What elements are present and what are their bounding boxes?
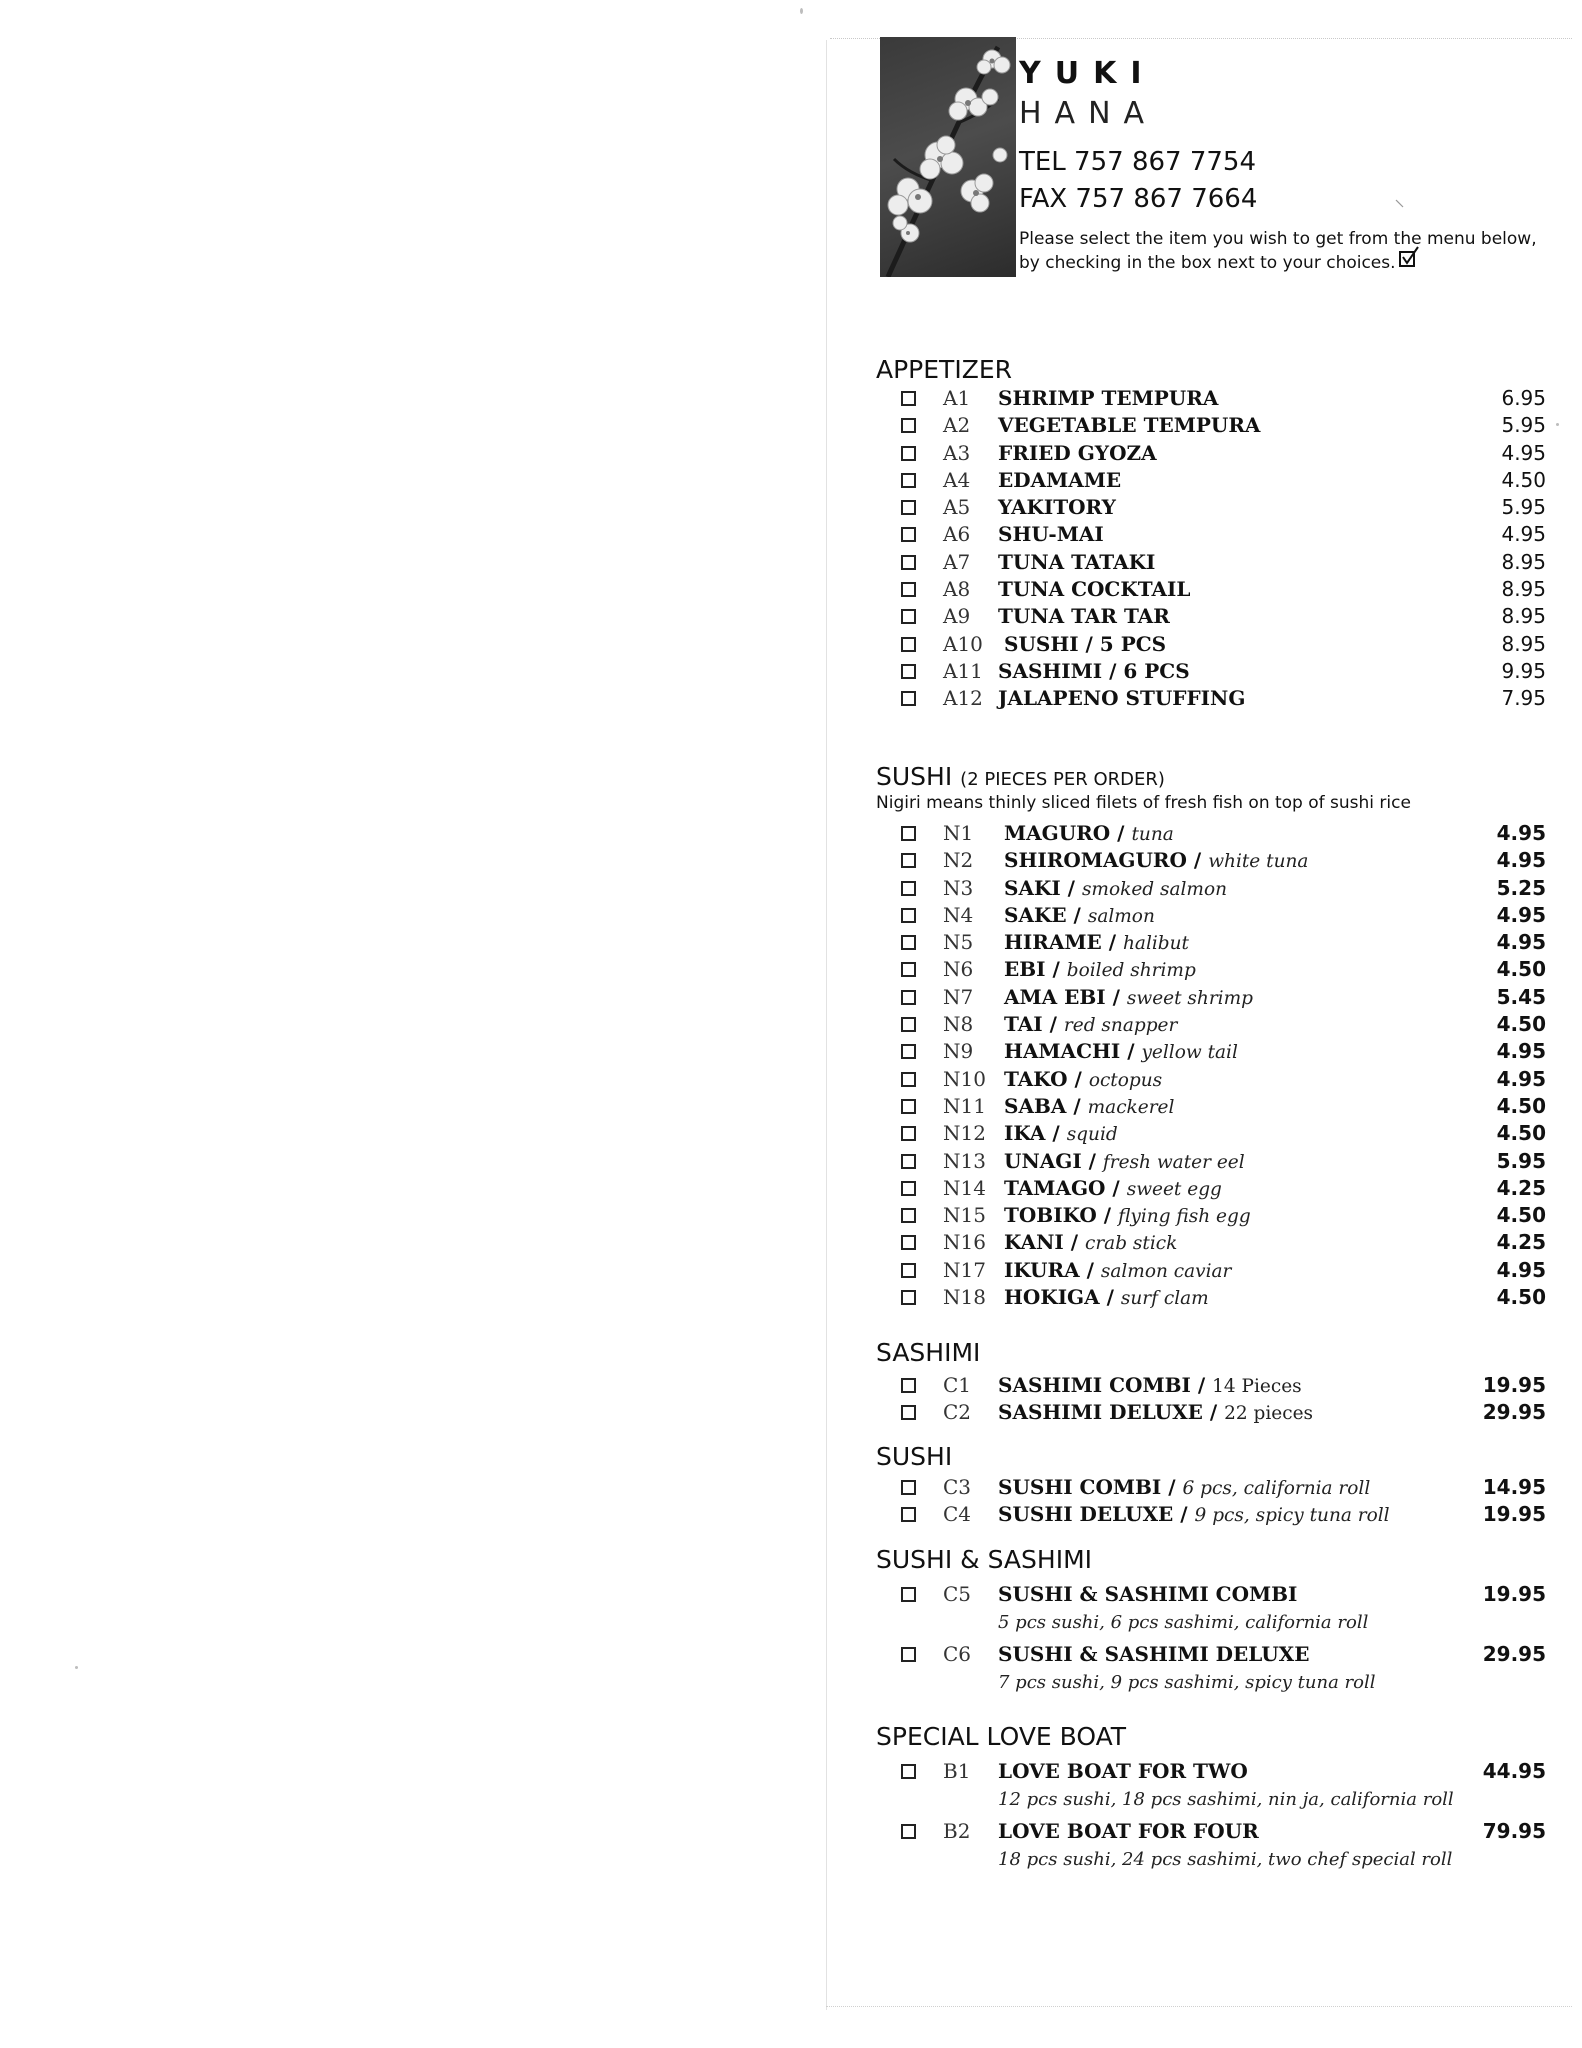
item-description: mackerel <box>1087 1096 1175 1118</box>
item-checkbox[interactable] <box>901 962 916 977</box>
item-code: C4 <box>943 1502 972 1527</box>
item-price: 29.95 <box>1482 1400 1546 1425</box>
item-price: 8.95 <box>1501 631 1546 656</box>
item-description: salmon caviar <box>1100 1260 1232 1282</box>
item-code: C3 <box>943 1475 972 1499</box>
item-name <box>1004 930 1189 954</box>
item-code: N11 <box>943 1093 986 1118</box>
item-code: A6 <box>943 522 971 547</box>
menu-item[interactable] <box>876 1373 1546 1400</box>
item-name-text: EBI / <box>1004 957 1060 982</box>
item-price: 5.25 <box>1496 875 1546 900</box>
item-name-text: HOKIGA / <box>1004 1285 1114 1310</box>
item-checkbox[interactable] <box>901 1154 916 1169</box>
item-price: 6.95 <box>1501 386 1546 410</box>
menu-item[interactable] <box>876 1642 1546 1702</box>
item-price: 4.95 <box>1496 930 1546 955</box>
menu-item[interactable] <box>876 522 1546 549</box>
item-checkbox[interactable] <box>901 527 916 542</box>
item-code: N3 <box>943 875 974 900</box>
item-checkbox[interactable] <box>901 1017 916 1032</box>
menu-item[interactable] <box>876 1285 1546 1312</box>
item-checkbox[interactable] <box>901 418 916 433</box>
item-description: sweet shrimp <box>1126 987 1253 1009</box>
item-code: N13 <box>943 1148 986 1173</box>
item-checkbox[interactable] <box>901 1044 916 1059</box>
menu-item[interactable] <box>876 550 1546 577</box>
item-checkbox[interactable] <box>901 908 916 923</box>
item-price: 4.95 <box>1496 821 1546 845</box>
item-price: 4.50 <box>1501 467 1546 492</box>
item-price: 19.95 <box>1482 1502 1546 1527</box>
menu-item[interactable] <box>876 1475 1546 1502</box>
item-description: 6 pcs, california roll <box>1182 1478 1371 1499</box>
item-description: squid <box>1066 1124 1118 1146</box>
item-code: A5 <box>943 495 971 520</box>
item-checkbox[interactable] <box>901 1507 916 1522</box>
menu-item[interactable] <box>876 1819 1546 1879</box>
item-name-text: TAI / <box>1004 1012 1057 1037</box>
item-price: 5.95 <box>1496 1148 1546 1173</box>
item-code: N8 <box>943 1012 974 1037</box>
item-price: 19.95 <box>1482 1373 1546 1397</box>
item-code: N15 <box>943 1203 986 1228</box>
love-boat-list <box>876 1759 1546 1879</box>
menu-item[interactable] <box>876 632 1546 659</box>
item-code: C5 <box>943 1582 972 1606</box>
item-code: N1 <box>943 821 974 845</box>
item-checkbox[interactable] <box>901 609 916 624</box>
nigiri-list <box>876 821 1546 1312</box>
item-checkbox[interactable] <box>901 1181 916 1196</box>
item-price: 29.95 <box>1482 1642 1546 1666</box>
item-name <box>1004 957 1196 981</box>
item-code: C2 <box>943 1400 972 1425</box>
item-name <box>998 1502 1390 1526</box>
item-price: 4.50 <box>1496 1285 1546 1310</box>
item-name-text: SABA / <box>1004 1093 1081 1118</box>
item-name <box>1004 1149 1245 1173</box>
item-name-text: TAKO / <box>1004 1066 1082 1091</box>
item-price: 7.95 <box>1501 686 1546 711</box>
item-name: VEGETABLE TEMPURA <box>998 413 1261 438</box>
item-name-text: SASHIMI COMBI / <box>998 1373 1206 1397</box>
item-checkbox[interactable] <box>901 826 916 841</box>
item-price: 5.95 <box>1501 413 1546 438</box>
item-code: N14 <box>943 1175 986 1200</box>
item-price: 9.95 <box>1501 658 1546 683</box>
item-code: A3 <box>943 440 971 465</box>
item-name <box>1004 1203 1251 1227</box>
nigiri-subtitle: Nigiri means thinly sliced filets of fresh fish on top of sushi rice <box>876 793 1411 813</box>
item-checkbox[interactable] <box>901 1480 916 1495</box>
item-name <box>1004 1121 1118 1145</box>
item-name <box>998 1373 1302 1397</box>
item-name-text: HAMACHI / <box>1004 1039 1135 1064</box>
item-name <box>1004 1094 1174 1118</box>
item-price: 4.95 <box>1496 1039 1546 1064</box>
menu-item[interactable] <box>876 1203 1546 1230</box>
item-name-text: IKA / <box>1004 1121 1060 1146</box>
item-checkbox[interactable] <box>901 990 916 1005</box>
telephone-number: TEL 757 867 7754 <box>1019 147 1257 177</box>
item-price: 19.95 <box>1482 1582 1546 1606</box>
item-description: 14 Pieces <box>1212 1376 1302 1397</box>
item-name <box>1004 1230 1177 1254</box>
menu-item[interactable] <box>876 686 1546 713</box>
item-description: fresh water eel <box>1102 1151 1245 1173</box>
restaurant-name-line1: YUKI <box>1019 56 1156 91</box>
sashimi-section <box>876 1338 1546 1428</box>
item-name: SASHIMI / 6 PCS <box>998 658 1190 683</box>
item-name-text: IKURA / <box>1004 1257 1094 1282</box>
menu-item[interactable] <box>876 1067 1546 1094</box>
item-name <box>1004 1176 1222 1200</box>
item-checkbox[interactable] <box>901 1824 916 1839</box>
item-code: N16 <box>943 1230 986 1255</box>
item-name-text: KANI / <box>1004 1230 1078 1255</box>
item-name <box>1004 985 1253 1009</box>
menu-item[interactable] <box>876 1502 1546 1529</box>
item-price: 4.50 <box>1496 1203 1546 1228</box>
love-boat-title: SPECIAL LOVE BOAT <box>876 1722 1127 1751</box>
item-name-text: SAKI / <box>1004 875 1075 900</box>
item-name <box>998 1475 1370 1499</box>
menu-item[interactable] <box>876 413 1546 440</box>
item-code: N18 <box>943 1285 986 1310</box>
item-price: 14.95 <box>1482 1475 1546 1499</box>
item-description: red snapper <box>1063 1015 1178 1037</box>
menu-item[interactable] <box>876 1094 1546 1121</box>
item-checkbox[interactable] <box>901 1647 916 1662</box>
instructions-line1: Please select the item you wish to get from the menu below, <box>1019 229 1537 249</box>
item-price: 4.50 <box>1496 957 1546 982</box>
item-name <box>1004 1285 1209 1309</box>
appetizer-list <box>876 386 1546 714</box>
item-detail: 12 pcs sushi, 18 pcs sashimi, nin ja, california roll <box>998 1789 1454 1810</box>
item-name: LOVE BOAT FOR TWO <box>998 1759 1248 1783</box>
item-checkbox[interactable] <box>901 446 916 461</box>
item-name-text: TAMAGO / <box>1004 1175 1120 1200</box>
item-name <box>1004 848 1308 872</box>
menu-item[interactable] <box>876 604 1546 631</box>
menu-item[interactable] <box>876 1012 1546 1039</box>
nigiri-title-note: (2 PIECES PER ORDER) <box>960 769 1165 790</box>
item-name <box>1004 903 1155 927</box>
item-code: A12 <box>943 686 983 711</box>
item-code: A1 <box>943 386 971 410</box>
item-checkbox[interactable] <box>901 473 916 488</box>
menu-item[interactable] <box>876 1176 1546 1203</box>
appetizer-section <box>876 355 1546 714</box>
item-code: N5 <box>943 930 974 955</box>
item-price: 4.25 <box>1496 1230 1546 1255</box>
item-code: C1 <box>943 1373 972 1397</box>
item-checkbox[interactable] <box>901 691 916 706</box>
item-description: crab stick <box>1084 1233 1178 1255</box>
item-checkbox[interactable] <box>901 1405 916 1420</box>
item-checkbox[interactable] <box>901 1263 916 1278</box>
instructions-line2: by checking in the box next to your choices. <box>1019 253 1396 273</box>
item-name <box>1004 876 1227 900</box>
menu-item[interactable] <box>876 848 1546 875</box>
sushi-section <box>876 1442 1546 1530</box>
item-code: C6 <box>943 1642 972 1666</box>
item-price: 5.95 <box>1501 495 1546 520</box>
item-name <box>1004 821 1174 845</box>
item-price: 4.50 <box>1496 1121 1546 1146</box>
item-description: yellow tail <box>1141 1042 1238 1064</box>
item-price: 4.95 <box>1496 848 1546 873</box>
menu-item[interactable] <box>876 468 1546 495</box>
sushi-sashimi-title: SUSHI & SASHIMI <box>876 1545 1093 1574</box>
item-name-text: MAGURO / <box>1004 821 1125 845</box>
item-name-text: HIRAME / <box>1004 930 1117 955</box>
item-name: EDAMAME <box>998 467 1122 492</box>
item-description: flying fish egg <box>1118 1206 1251 1228</box>
page-edge-left <box>826 40 827 2010</box>
item-price: 4.95 <box>1501 522 1546 547</box>
item-price: 8.95 <box>1501 604 1546 629</box>
item-code: N9 <box>943 1039 974 1064</box>
item-name-text: SAKE / <box>1004 902 1081 927</box>
item-code: B1 <box>943 1759 971 1783</box>
scan-speck <box>75 1666 78 1669</box>
nigiri-title <box>876 762 1546 791</box>
item-name: SUSHI & SASHIMI COMBI <box>998 1582 1298 1606</box>
menu-item[interactable] <box>876 930 1546 957</box>
item-checkbox[interactable] <box>901 664 916 679</box>
item-description: 22 pieces <box>1224 1403 1314 1425</box>
item-name: TUNA COCKTAIL <box>998 577 1191 602</box>
item-code: N10 <box>943 1066 986 1091</box>
item-name-text: UNAGI / <box>1004 1148 1096 1173</box>
scan-speck <box>1556 423 1559 426</box>
sashimi-list <box>876 1373 1546 1428</box>
item-price: 4.50 <box>1496 1012 1546 1037</box>
item-checkbox[interactable] <box>901 1235 916 1250</box>
item-price: 4.95 <box>1496 1257 1546 1282</box>
item-checkbox[interactable] <box>901 1099 916 1114</box>
item-code: A2 <box>943 413 971 438</box>
menu-item[interactable] <box>876 659 1546 686</box>
item-description: sweet egg <box>1126 1178 1222 1200</box>
item-checkbox[interactable] <box>901 391 916 406</box>
item-code: N12 <box>943 1121 986 1146</box>
item-description: tuna <box>1131 824 1174 845</box>
item-code: A4 <box>943 467 971 492</box>
menu-item[interactable] <box>876 577 1546 604</box>
item-checkbox[interactable] <box>901 1587 916 1602</box>
item-checkbox[interactable] <box>901 1378 916 1393</box>
sashimi-title: SASHIMI <box>876 1338 981 1367</box>
menu-item[interactable] <box>876 386 1546 413</box>
item-checkbox[interactable] <box>901 881 916 896</box>
item-price: 4.95 <box>1496 1066 1546 1091</box>
item-code: N6 <box>943 957 974 982</box>
cherry-blossom-photo <box>880 37 1016 277</box>
restaurant-name-line2: HANA <box>1019 96 1158 131</box>
fax-number: FAX 757 867 7664 <box>1019 184 1258 214</box>
item-description: surf clam <box>1120 1288 1209 1310</box>
menu-item[interactable] <box>876 1039 1546 1066</box>
menu-item[interactable] <box>876 957 1546 984</box>
item-description: smoked salmon <box>1081 878 1228 900</box>
item-code: A10 <box>943 631 983 656</box>
item-code: N4 <box>943 902 974 927</box>
item-name <box>998 1400 1313 1424</box>
item-name-text: TOBIKO / <box>1004 1203 1112 1228</box>
item-description: white tuna <box>1208 851 1309 873</box>
item-code: N17 <box>943 1257 986 1282</box>
sushi-sashimi-list <box>876 1582 1546 1702</box>
item-name <box>1004 1258 1231 1282</box>
menu-item[interactable] <box>876 495 1546 522</box>
item-checkbox[interactable] <box>901 637 916 652</box>
checked-box-icon <box>1398 246 1420 268</box>
item-name-text: SUSHI DELUXE / <box>998 1502 1188 1527</box>
page-edge-bottom <box>826 2006 1572 2007</box>
item-checkbox[interactable] <box>901 555 916 570</box>
item-name-text: SUSHI COMBI / <box>998 1475 1176 1499</box>
item-checkbox[interactable] <box>901 1126 916 1141</box>
item-checkbox[interactable] <box>901 582 916 597</box>
menu-item[interactable] <box>876 1582 1546 1642</box>
item-checkbox[interactable] <box>901 1764 916 1779</box>
item-name: JALAPENO STUFFING <box>998 686 1246 711</box>
sushi-title: SUSHI <box>876 1442 953 1471</box>
item-name-text: SHIROMAGURO / <box>1004 848 1202 873</box>
item-description: salmon <box>1087 905 1155 927</box>
menu-item[interactable] <box>876 441 1546 468</box>
item-price: 4.50 <box>1496 1093 1546 1118</box>
item-code: N7 <box>943 984 974 1009</box>
item-name <box>1004 1012 1177 1036</box>
item-detail: 18 pcs sushi, 24 pcs sashimi, two chef special roll <box>998 1849 1453 1870</box>
item-name: FRIED GYOZA <box>998 440 1157 465</box>
menu-item[interactable] <box>876 1230 1546 1257</box>
item-price: 79.95 <box>1482 1819 1546 1843</box>
item-code: N2 <box>943 848 974 873</box>
menu-item[interactable] <box>876 1149 1546 1176</box>
item-price: 44.95 <box>1482 1759 1546 1783</box>
appetizer-title: APPETIZER <box>876 355 1012 384</box>
item-code: A7 <box>943 549 971 574</box>
item-name: YAKITORY <box>998 495 1116 520</box>
item-name: TUNA TAR TAR <box>998 604 1170 629</box>
item-description: boiled shrimp <box>1066 960 1196 982</box>
item-price: 8.95 <box>1501 549 1546 574</box>
item-description: 9 pcs, spicy tuna roll <box>1194 1505 1390 1527</box>
pen-mark <box>1395 199 1405 209</box>
menu-item[interactable] <box>876 985 1546 1012</box>
item-name <box>1004 1039 1238 1063</box>
item-name <box>1004 1067 1162 1091</box>
sushi-list <box>876 1475 1546 1530</box>
item-description: octopus <box>1088 1069 1163 1091</box>
menu-item[interactable] <box>876 1400 1546 1427</box>
item-name: SHRIMP TEMPURA <box>998 386 1219 410</box>
menu-item[interactable] <box>876 821 1546 848</box>
item-checkbox[interactable] <box>901 1290 916 1305</box>
item-name: SUSHI & SASHIMI DELUXE <box>998 1642 1310 1666</box>
item-name: SUSHI / 5 PCS <box>1004 631 1167 656</box>
instructions <box>1019 227 1537 275</box>
item-name-text: AMA EBI / <box>1004 984 1120 1009</box>
nigiri-title-text: SUSHI <box>876 762 953 791</box>
item-price: 4.95 <box>1496 902 1546 927</box>
item-price: 4.95 <box>1501 440 1546 465</box>
item-checkbox[interactable] <box>901 1072 916 1087</box>
love-boat-section <box>876 1722 1546 1879</box>
nigiri-section <box>876 762 1546 1312</box>
item-code: A8 <box>943 577 971 602</box>
scan-speck <box>800 8 803 14</box>
menu-item[interactable] <box>876 1121 1546 1148</box>
item-checkbox[interactable] <box>901 853 916 868</box>
item-price: 5.45 <box>1496 984 1546 1009</box>
item-checkbox[interactable] <box>901 500 916 515</box>
menu-item[interactable] <box>876 1759 1546 1819</box>
item-name: LOVE BOAT FOR FOUR <box>998 1819 1259 1843</box>
item-name: TUNA TATAKI <box>998 549 1156 574</box>
item-name-text: SASHIMI DELUXE / <box>998 1400 1218 1425</box>
menu-item[interactable] <box>876 903 1546 930</box>
menu-item[interactable] <box>876 876 1546 903</box>
item-price: 4.25 <box>1496 1175 1546 1200</box>
item-price: 8.95 <box>1501 577 1546 602</box>
item-detail: 7 pcs sushi, 9 pcs sashimi, spicy tuna roll <box>998 1672 1376 1693</box>
item-checkbox[interactable] <box>901 935 916 950</box>
item-code: A11 <box>943 658 983 683</box>
item-description: halibut <box>1123 933 1189 955</box>
item-checkbox[interactable] <box>901 1208 916 1223</box>
item-detail: 5 pcs sushi, 6 pcs sashimi, california roll <box>998 1612 1369 1633</box>
item-code: A9 <box>943 604 971 629</box>
sushi-sashimi-section <box>876 1545 1546 1702</box>
item-code: B2 <box>943 1819 971 1843</box>
item-name: SHU-MAI <box>998 522 1104 547</box>
menu-item[interactable] <box>876 1258 1546 1285</box>
